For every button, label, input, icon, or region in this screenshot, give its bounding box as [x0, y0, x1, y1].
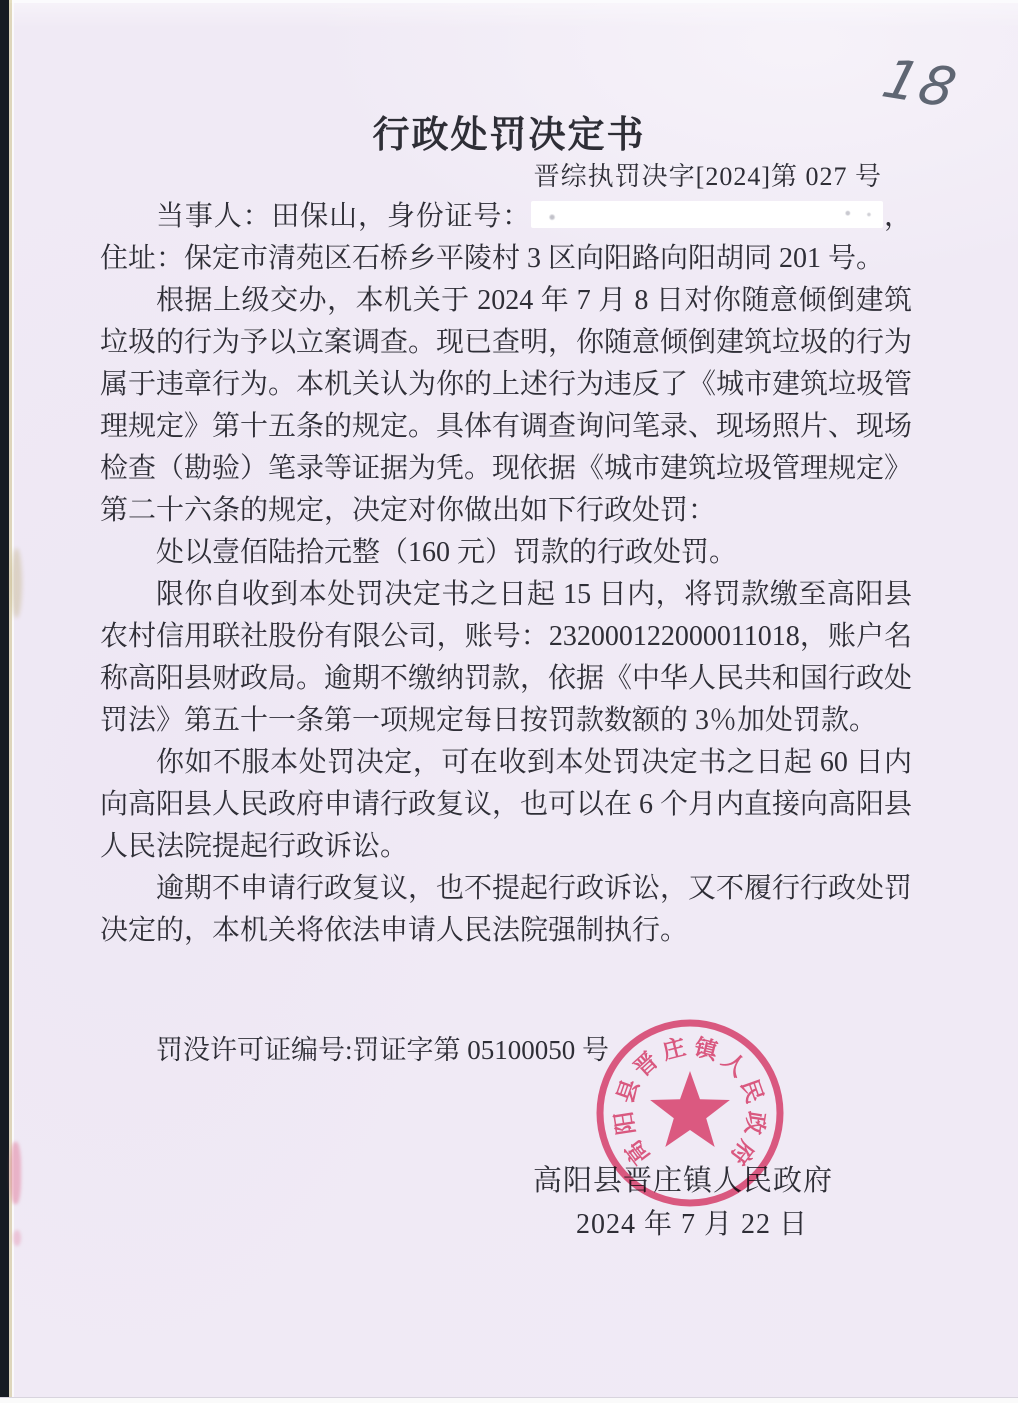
party-line-suffix: ，住址：保定市清苑区石桥乡平陵村 3 区向阳路向阳胡同 201 号。	[100, 201, 912, 274]
paragraph-6: 逾期不申请行政复议，也不提起行政诉讼，又不履行行政处罚决定的，本机关将依法申请人民法院强制执行。	[100, 873, 913, 946]
seal-star-icon	[650, 1071, 730, 1147]
issue-date: 2024 年 7 月 22 日	[576, 1209, 809, 1240]
seal-char: 高	[620, 1135, 655, 1170]
scan-smudge-yellow	[11, 548, 22, 618]
scan-smudge-pink-small	[13, 1230, 21, 1246]
seal-char: 政	[740, 1109, 769, 1137]
paragraph-5: 你如不服本处罚决定，可在收到本处罚决定书之日起 60 日内向高阳县人民政府申请行政复议，也可以在 6 个月内直接向高阳县人民法院提起行政诉讼。	[100, 747, 913, 862]
scan-edge-left	[0, 0, 9, 1403]
scan-edge-top	[0, 0, 1018, 3]
paragraph-party	[100, 196, 912, 280]
seal-char: 晋	[628, 1047, 663, 1082]
party-line-prefix: 当事人：田保山，身份证号：	[156, 201, 532, 232]
seal-char: 人	[717, 1047, 752, 1082]
paragraph-3: 处以壹佰陆拾元整（160 元）罚款的行政处罚。	[156, 537, 738, 568]
issuing-authority-signature: 高阳县晋庄镇人民政府	[533, 1165, 834, 1197]
handwritten-page-number: 18	[876, 47, 965, 120]
seal-char: 县	[612, 1076, 644, 1107]
document-body	[100, 196, 912, 952]
seal-char: 府	[725, 1135, 760, 1170]
redacted-id-number	[531, 201, 883, 228]
document-title: 行政处罚决定书	[372, 115, 646, 156]
paragraph-2: 根据上级交办，本机关于 2024 年 7 月 8 日对你随意倾倒建筑垃圾的行为予以立案调查。现已查明，你随意倾倒建筑垃圾的行为属于违章行为。本机关认为你的上述行为违反了《城市建筑垃圾管理规定》第十五条的规定。具体有调查询问笔录、现场照片、现场检查（勘验）笔录等证据为凭。现依据《城市建筑垃圾管理规定》第二十六条的规定，决定对你做出如下行政处罚：	[100, 285, 913, 526]
seal-char: 民	[736, 1076, 768, 1107]
official-red-seal	[590, 1013, 790, 1213]
penalty-permit-number-line: 罚没许可证编号:罚证字第 05100050 号	[156, 1035, 610, 1065]
scan-smudge-pink	[10, 1142, 21, 1204]
paragraph-4: 限你自收到本处罚决定书之日起 15 日内，将罚款缴至高阳县农村信用联社股份有限公司，账号：232000122000011018，账户名称高阳县财政局。逾期不缴纳罚款，依据《中华人民共和国行政处罚法》第五十一条第一项规定每日按罚款数额的 3％加处罚款。	[100, 579, 913, 736]
document-reference-number: 晋综执罚决字[2024]第 027 号	[533, 162, 882, 191]
seal-char: 镇	[691, 1034, 721, 1065]
body-paragraphs-container	[100, 280, 912, 952]
seal-char: 阳	[611, 1109, 640, 1137]
seal-char: 庄	[659, 1034, 689, 1065]
scan-edge-bottom	[0, 1397, 1018, 1403]
